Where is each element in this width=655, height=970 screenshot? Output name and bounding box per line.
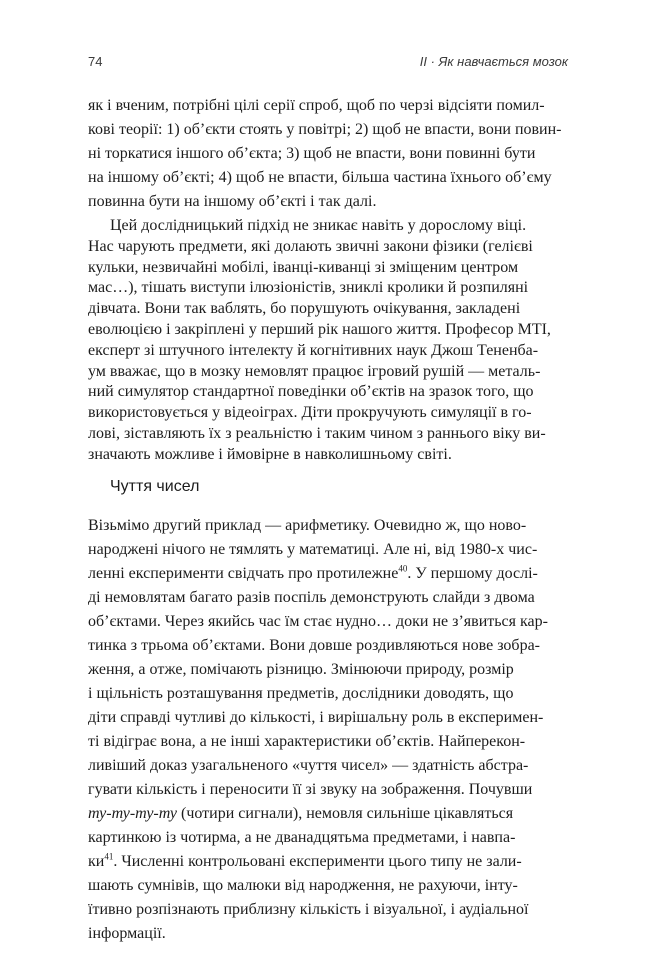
text-line: ження, а отже, помічають різницю. Змінюючи природу, розмір [88, 661, 514, 678]
text-line: інформації. [88, 925, 166, 942]
text-line: шають сумнівів, що малюки від народження, не рахуючи, інту- [88, 877, 518, 894]
text-line: і щільність розташування предметів, дослідники доводять, що [88, 685, 514, 702]
page-number: 74 [88, 54, 103, 69]
text-line: еволюцією і закріплені у перший рік нашого життя. Професор МТІ, [88, 321, 551, 338]
text-line: ливіший доказ узагальненого «чуття чисел» — здатність абстра- [88, 757, 529, 774]
running-head: II · Як навчається мозок [419, 54, 568, 69]
text-line [88, 562, 568, 586]
text-line: як і вченим, потрібні цілі серії спроб, щоб по черзі відсіяти помил- [88, 97, 545, 114]
text-line: об’єктами. Через якийсь час їм стає нудно… доки не з’явиться кар- [88, 613, 548, 630]
text-segment: . Численні контрольовані експерименти цього типу не зали- [113, 853, 522, 870]
text-line: Нас чарують предмети, які долають звичні закони фізики (гелієві [88, 237, 533, 255]
text-segment: . У першому дослі- [407, 565, 538, 582]
text-line: значають можливе і ймовірне в навколишньому світі. [88, 445, 452, 463]
text-line: тинка з трьома об’єктами. Вони довше роздивляються нове зобра- [88, 637, 540, 654]
text-segment: ки [88, 853, 105, 870]
text-line: ті відіграє вона, а не інші характеристики об’єктів. Найперекон- [88, 733, 526, 750]
text-line: гувати кількість і переносити її зі звуку на зображення. Почувши [88, 781, 533, 798]
text-line: картинкою із чотирма, а не дванадцятьма предметами, і навпа- [88, 829, 516, 846]
italic-text: ту-ту-ту-ту [88, 805, 178, 822]
text-line [88, 802, 568, 826]
text-line: кульки, незвичайні мобілі, іванці-киванці зі зміщеним центром [88, 258, 519, 276]
text-line: їтивно розпізнають приблизну кількість і візуальної, і аудіальної [88, 901, 529, 918]
text-line: ні торкатися іншого об’єкта; 3) щоб не впасти, вони повинні бути [88, 145, 536, 162]
text-line: народжені нічого не тямлять у математиці. Але ні, від 1980-х чис- [88, 541, 538, 558]
text-line: дівчата. Вони так ваблять, бо порушують очікування, закладені [88, 300, 521, 318]
text-segment: (чотири сигнали), немовля сильніше цікавляться [177, 805, 514, 822]
text-line: експерт зі штучного інтелекту й когнітивних наук Джош Тененба- [88, 341, 539, 359]
footnote-ref: 41 [104, 851, 114, 862]
text-line: ді немовлятам багато разів поспіль демонструють слайди з двома [88, 589, 535, 606]
text-line: діти справді чутливі до кількості, і вирішальну роль в експеримен- [88, 709, 544, 726]
section-heading: Чуття чисел [110, 478, 200, 495]
text-segment: ленні експерименти свідчать про протилежне [88, 565, 399, 582]
text-line: кові теорії: 1) об’єкти стоять у повітрі; 2) щоб не впасти, вони повин- [88, 121, 562, 138]
text-line: ний симулятор стандартної поведінки об’єктів на зразок того, що [88, 383, 534, 401]
text-line: Візьмімо другий приклад — арифметику. Очевидно ж, що ново- [88, 517, 527, 534]
text-line: мас…), тішать виступи ілюзіоністів, зниклі кролики й розпиляні [88, 279, 529, 297]
text-line: лові, зіставляють їх з реальністю і таким чином з раннього віку ви- [88, 425, 546, 442]
text-line [88, 850, 568, 874]
text-line: використовується у відеоіграх. Діти прокручують симуляції в го- [88, 404, 532, 422]
footnote-ref: 40 [398, 563, 408, 574]
text-line: ум вважає, що в мозку немовлят працює ігровий рушій — металь- [88, 362, 541, 380]
page-header [88, 54, 568, 74]
text-line: на іншому об’єкті; 4) щоб не впасти, більша частина їхнього об’єму [88, 169, 552, 186]
text-line: Цей дослідницький підхід не зникає навіть у дорослому віці. [110, 217, 527, 234]
text-line: повинна бути на іншому об’єкті і так далі. [88, 193, 377, 210]
